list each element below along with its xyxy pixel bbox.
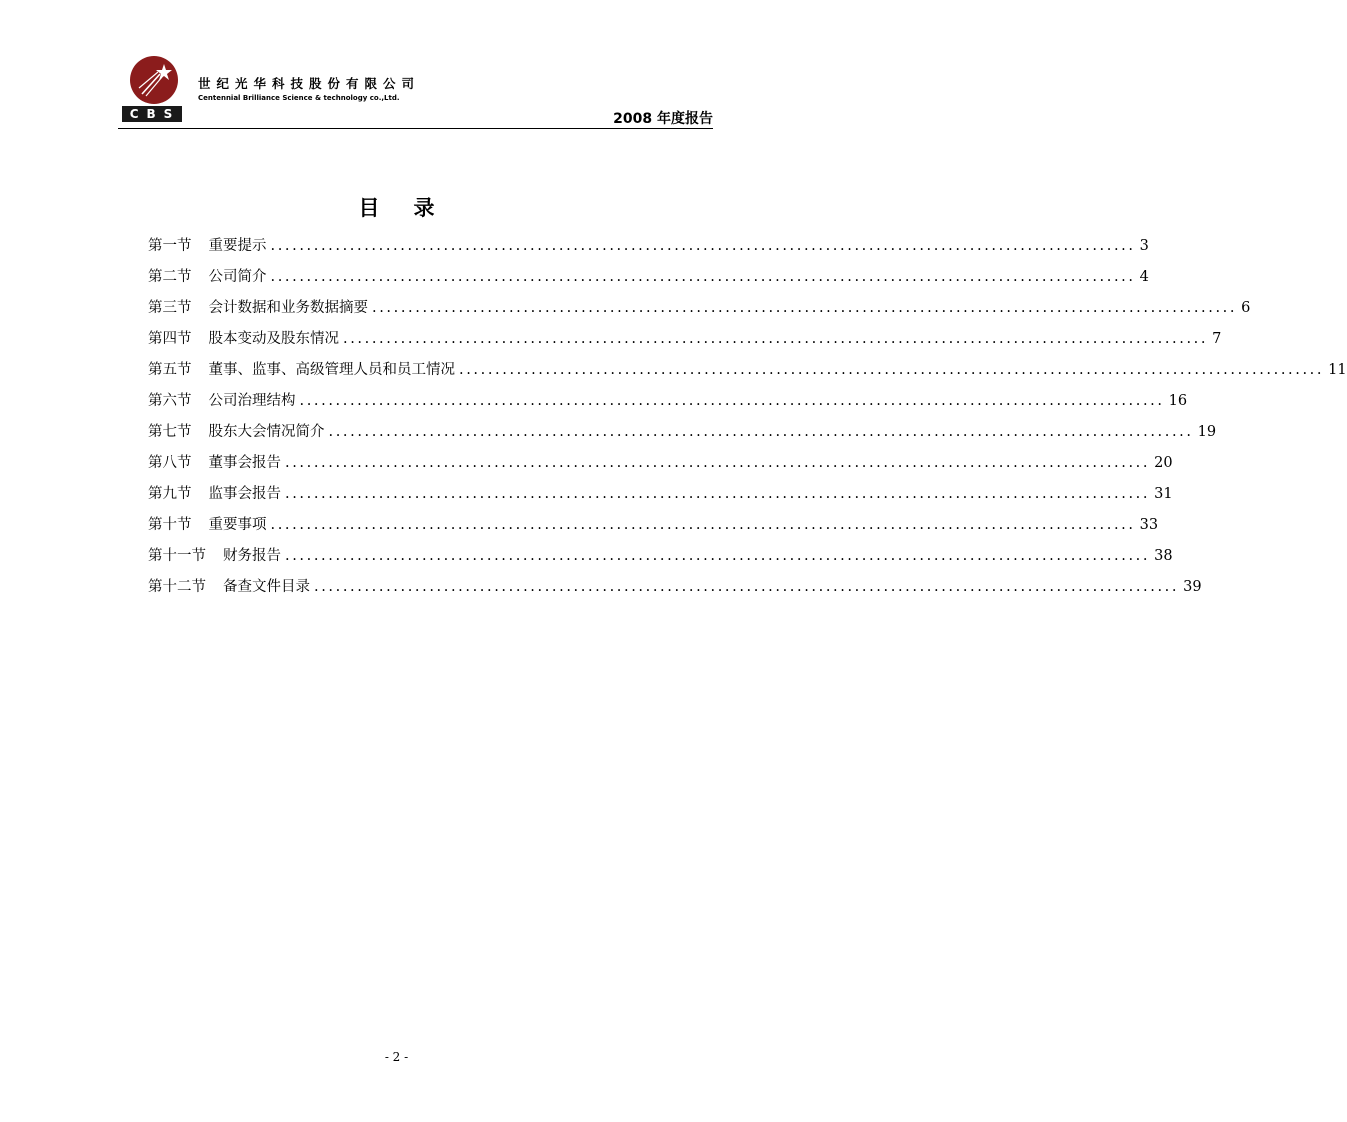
toc-section-name: 董事、监事、高级管理人员和员工情况	[208, 362, 455, 378]
toc-entry[interactable]	[148, 358, 1347, 389]
toc-page-number: 3	[1139, 238, 1149, 254]
page-number: - 2 -	[384, 1050, 409, 1064]
toc-page-number: 4	[1139, 269, 1149, 285]
toc-page-number: 20	[1154, 455, 1173, 471]
toc-leader-dots: ........................................................................................................................	[285, 486, 1151, 502]
toc-section-name: 监事会报告	[208, 486, 281, 502]
toc-entry[interactable]	[148, 327, 1222, 358]
toc-page-number: 19	[1197, 424, 1217, 440]
toc-section-name: 公司简介	[208, 269, 267, 285]
toc-section-label: 第一节	[148, 238, 192, 254]
toc-section-name: 股本变动及股东情况	[208, 331, 339, 347]
toc-leader-dots: ........................................................................................................................	[270, 238, 1136, 254]
toc-page-number: 38	[1154, 548, 1173, 564]
toc-entry[interactable]	[148, 544, 1173, 575]
toc-section-name: 备查文件目录	[223, 579, 310, 595]
toc-entry[interactable]	[148, 451, 1173, 482]
toc-entry[interactable]	[148, 389, 1188, 420]
toc-section-label: 第八节	[148, 455, 192, 471]
company-name-en: Centennial Brilliance Science & technology co.,Ltd.	[198, 94, 400, 102]
shooting-star-icon	[136, 60, 172, 96]
toc-entry[interactable]	[148, 234, 1149, 265]
toc-section-label: 第九节	[148, 486, 192, 502]
toc-section-label: 第三节	[148, 300, 192, 316]
toc-page-number: 39	[1183, 579, 1202, 595]
toc-leader-dots: ........................................................................................................................	[459, 362, 1325, 378]
toc-page-number: 16	[1168, 393, 1188, 409]
toc-section-label: 第十节	[148, 517, 192, 533]
toc-leader-dots: ........................................................................................................................	[314, 579, 1180, 595]
toc-leader-dots: ........................................................................................................................	[299, 393, 1165, 409]
toc-entry[interactable]	[148, 575, 1202, 606]
toc-section-name: 财务报告	[223, 548, 281, 564]
logo-text: CBS	[122, 106, 182, 122]
toc-page-number: 7	[1212, 331, 1222, 347]
toc-section-name: 股东大会情况简介	[208, 424, 325, 440]
toc-page-number: 31	[1154, 486, 1173, 502]
toc-section-label: 第四节	[148, 331, 192, 347]
toc-section-label: 第二节	[148, 269, 192, 285]
toc-leader-dots: ........................................................................................................................	[270, 517, 1136, 533]
toc-entry[interactable]	[148, 482, 1173, 513]
toc-entry[interactable]	[148, 513, 1159, 544]
toc-section-label: 第十二节	[148, 579, 206, 595]
toc-leader-dots: ........................................................................................................................	[328, 424, 1194, 440]
table-of-contents	[148, 234, 1347, 606]
toc-section-label: 第六节	[148, 393, 192, 409]
toc-section-name: 公司治理结构	[208, 393, 296, 409]
company-name-cn: 世纪光华科技股份有限公司	[198, 76, 421, 91]
toc-page-number: 11	[1328, 362, 1347, 378]
toc-leader-dots: ........................................................................................................................	[285, 548, 1151, 564]
toc-section-name: 董事会报告	[208, 455, 281, 471]
toc-leader-dots: ........................................................................................................................	[270, 269, 1136, 285]
header-divider	[118, 128, 713, 129]
toc-leader-dots: ........................................................................................................................	[372, 300, 1238, 316]
toc-section-label: 第五节	[148, 362, 192, 378]
toc-entry[interactable]	[148, 265, 1149, 296]
toc-section-label: 第七节	[148, 424, 192, 440]
toc-page-number: 6	[1241, 300, 1251, 316]
toc-entry[interactable]	[148, 296, 1251, 327]
toc-section-name: 重要事项	[208, 517, 267, 533]
toc-leader-dots: ........................................................................................................................	[343, 331, 1209, 347]
toc-section-label: 第十一节	[148, 548, 206, 564]
company-logo	[122, 56, 184, 124]
toc-leader-dots: ........................................................................................................................	[285, 455, 1151, 471]
page-header	[118, 52, 713, 130]
toc-title: 目录	[358, 196, 469, 220]
toc-section-name: 重要提示	[208, 238, 267, 254]
toc-entry[interactable]	[148, 420, 1217, 451]
toc-page-number: 33	[1139, 517, 1159, 533]
report-label: 2008 年度报告	[613, 111, 713, 127]
toc-section-name: 会计数据和业务数据摘要	[208, 300, 368, 316]
